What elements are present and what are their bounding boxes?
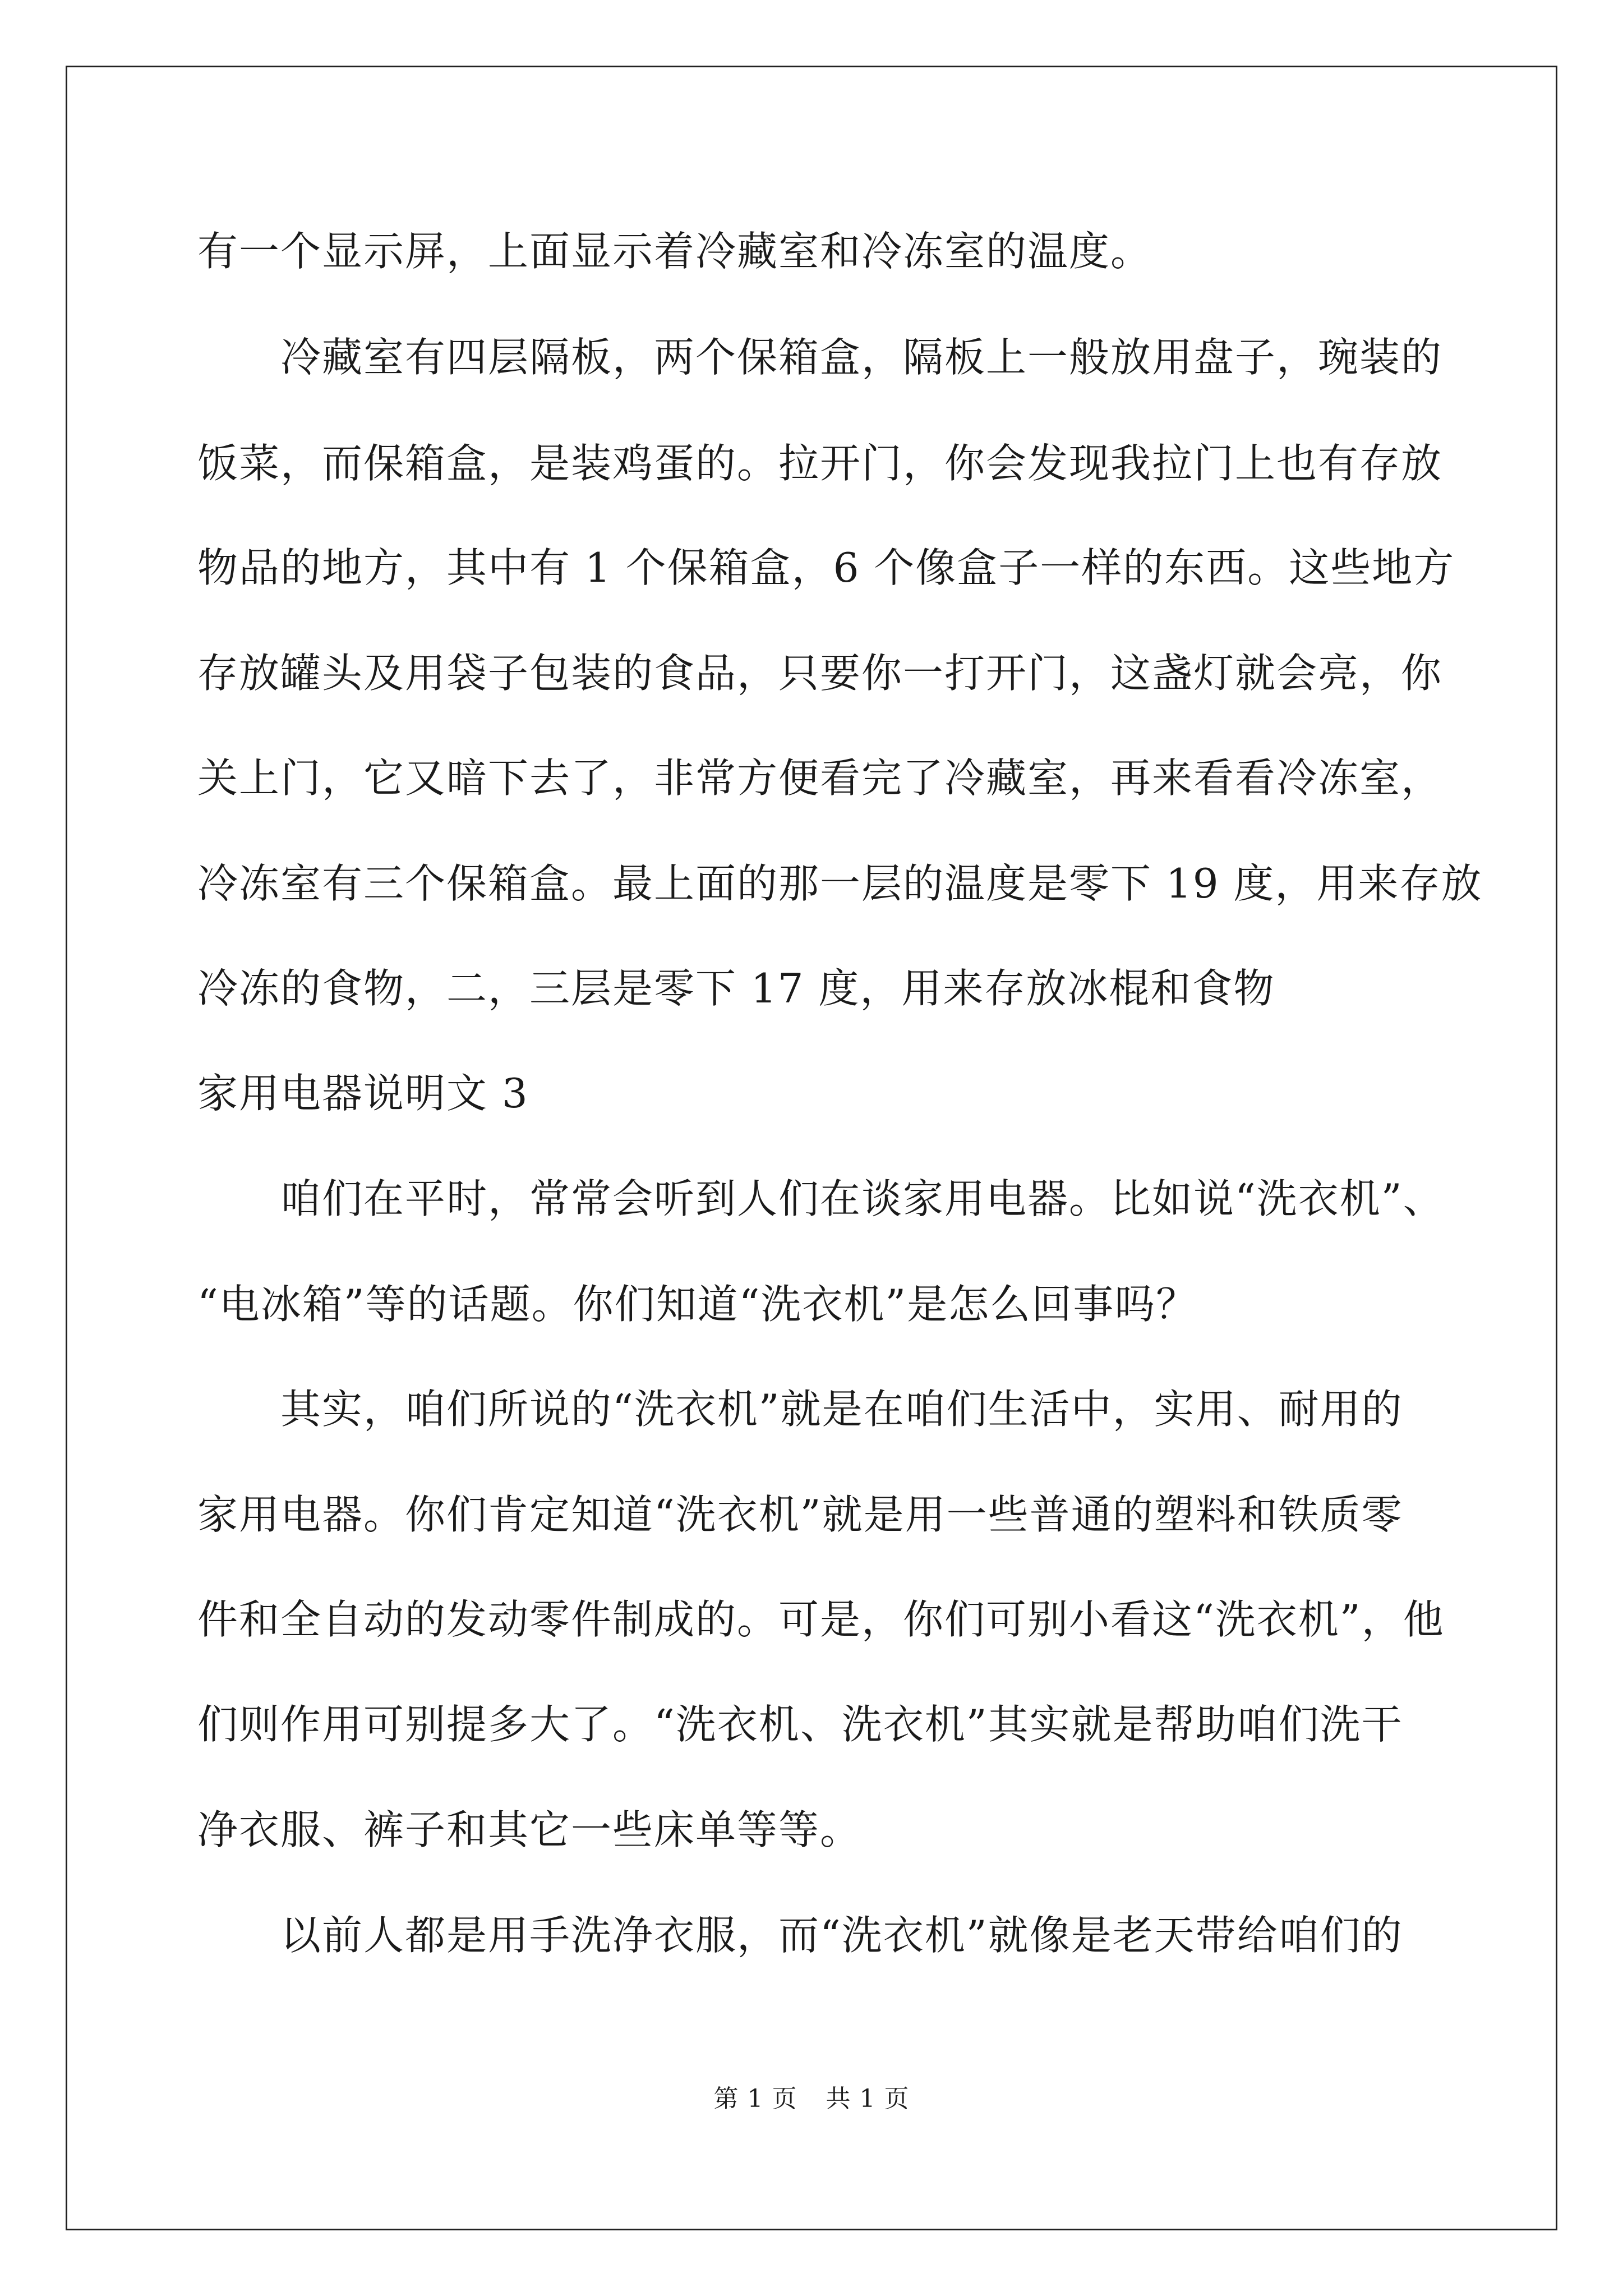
text-line: 关上门，它又暗下去了，非常方便看完了冷藏室，再来看看冷冻室， (197, 754, 1443, 802)
text-line: 咱们在平时，常常会听到人们在谈家用电器。比如说“洗衣机”、 (197, 1175, 1445, 1222)
text-line: 件和全自动的发动零件制成的。可是，你们可别小看这“洗衣机”，他 (197, 1596, 1445, 1643)
text-line: 以前人都是用手洗净衣服，而“洗衣机”就像是老天带给咱们的 (197, 1912, 1403, 1959)
page-footer (0, 2082, 1623, 2116)
text-line: 冷藏室有四层隔板，两个保箱盒，隔板上一般放用盘子，琬装的 (197, 334, 1443, 381)
page-border (66, 66, 1557, 2230)
page-total: 共 1 页 (826, 2085, 910, 2113)
text-line: 净衣服、裤子和其它一些床单等等。 (197, 1806, 862, 1853)
text-line: 家用电器。你们肯定知道“洗衣机”就是用一些普通的塑料和铁质零 (197, 1491, 1403, 1538)
section-heading: 家用电器说明文 3 (197, 1070, 529, 1117)
text-line: “电冰箱”等的话题。你们知道“洗衣机”是怎么回事吗？ (197, 1281, 1198, 1328)
text-line: 冷冻室有三个保箱盒。最上面的那一层的温度是零下 19 度，用来存放 (197, 860, 1483, 907)
text-line: 存放罐头及用袋子包装的食品，只要你一打开门，这盏灯就会亮，你 (197, 650, 1443, 697)
text-line: 物品的地方，其中有 1 个保箱盒，6 个像盒子一样的东西。这些地方 (197, 544, 1455, 591)
text-line: 们则作用可别提多大了。“洗衣机、洗衣机”其实就是帮助咱们洗干 (197, 1701, 1403, 1748)
text-line: 饭菜，而保箱盒，是装鸡蛋的。拉开门，你会发现我拉门上也有存放 (197, 440, 1443, 487)
text-line: 其实，咱们所说的“洗衣机”就是在咱们生活中，实用、耐用的 (197, 1386, 1403, 1433)
text-line: 冷冻的食物，二，三层是零下 17 度，用来存放冰棍和食物 (197, 965, 1275, 1012)
page-number: 第 1 页 (713, 2085, 797, 2113)
text-line: 有一个显示屏，上面显示着冷藏室和冷冻室的温度。 (197, 228, 1152, 275)
